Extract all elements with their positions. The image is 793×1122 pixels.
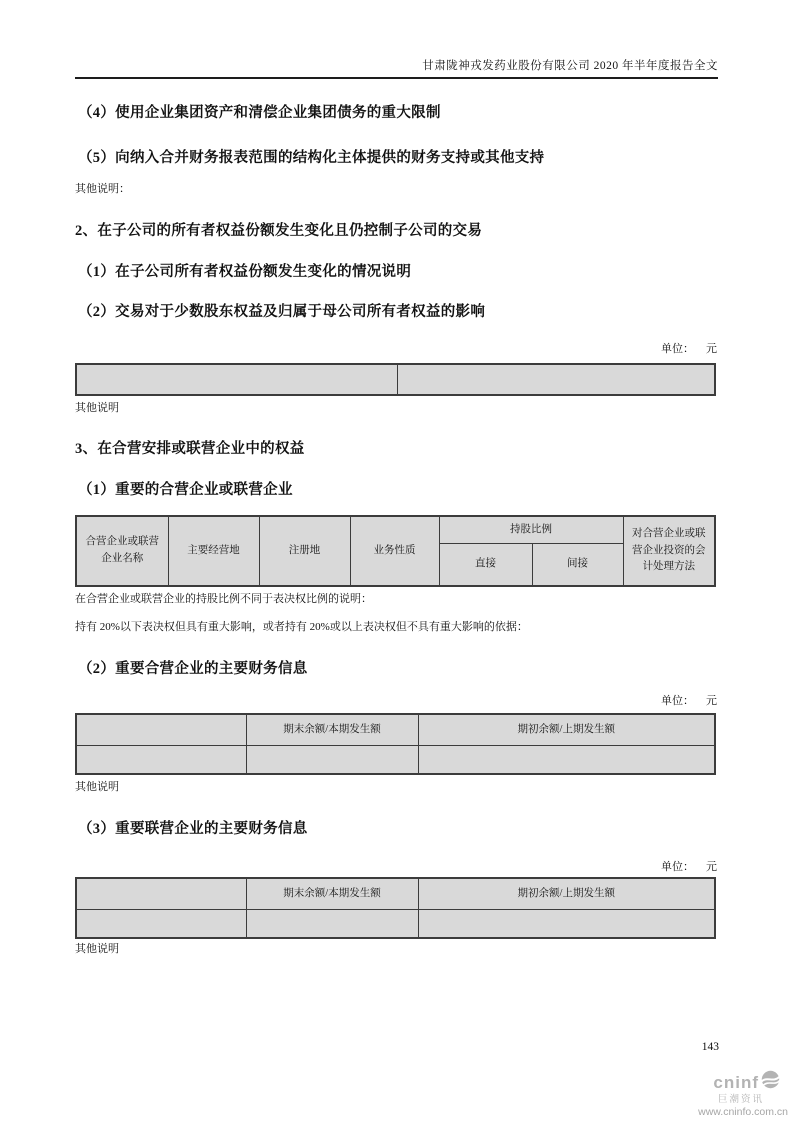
ending-balance-header: 期末余额/本期发生额 — [246, 878, 418, 910]
heading-equity-change-description: （1）在子公司所有者权益份额发生变化的情况说明 — [78, 264, 412, 280]
unit-caption: 单位： — [661, 343, 694, 355]
voting-ratio-note: 在合营企业或联营企业的持股比例不同于表决权比例的说明： — [75, 593, 372, 605]
empty-cell — [76, 910, 246, 939]
empty-cell — [76, 746, 246, 775]
heading-associate-financials: （3）重要联营企业的主要财务信息 — [78, 821, 308, 837]
table-row — [76, 910, 715, 939]
jv-col-accounting: 对合营企业或联营企业投资的会计处理方法 — [623, 516, 715, 586]
unit-value: 元 — [706, 695, 717, 707]
unit-value: 元 — [706, 861, 717, 873]
jv-financial-table — [75, 713, 716, 775]
table-row — [76, 714, 715, 746]
heading-important-jv: （1）重要的合营企业或联营企业 — [78, 482, 293, 498]
unit-value: 元 — [706, 343, 717, 355]
cninfo-chinese-name: 巨潮资讯 — [717, 1095, 764, 1105]
unit-caption: 单位： — [661, 861, 694, 873]
empty-cell — [418, 910, 715, 939]
empty-cell — [246, 910, 418, 939]
header-rule — [75, 77, 718, 79]
jv-structure-table — [75, 515, 716, 587]
empty-cell — [397, 364, 715, 395]
associate-financial-table — [75, 877, 716, 939]
heading-jv-financials: （2）重要合营企业的主要财务信息 — [78, 661, 308, 677]
heading-minority-impact: （2）交易对于少数股东权益及归属于母公司所有者权益的影响 — [78, 304, 486, 320]
unit-label-3 — [661, 858, 717, 874]
heading-3-joint-ventures: 3、在合营安排或联营企业中的权益 — [75, 441, 305, 457]
beginning-balance-header: 期初余额/上期发生额 — [418, 878, 715, 910]
beginning-balance-header: 期初余额/上期发生额 — [418, 714, 715, 746]
unit-label-2 — [661, 692, 717, 708]
empty-cell — [246, 746, 418, 775]
heading-4-restrictions: （4）使用企业集团资产和清偿企业集团债务的重大限制 — [78, 105, 441, 121]
cninfo-sphere-icon — [761, 1070, 780, 1094]
empty-cell — [76, 364, 397, 395]
other-note-colon: 其他说明： — [75, 183, 130, 195]
equity-impact-table — [75, 363, 716, 396]
heading-2-equity-change-transactions: 2、在子公司的所有者权益份额发生变化且仍控制子公司的交易 — [75, 223, 483, 239]
empty-cell — [76, 714, 246, 746]
unit-label-1 — [661, 340, 717, 356]
cninfo-logo-wordmark — [713, 1070, 780, 1094]
table-row — [76, 746, 715, 775]
jv-col-shareholding: 持股比例 — [439, 516, 623, 544]
cninfo-url: www.cninfo.com.cn — [698, 1106, 788, 1119]
empty-cell — [76, 878, 246, 910]
cninfo-logo — [698, 1070, 788, 1120]
page-number: 143 — [701, 1041, 719, 1053]
table-row — [76, 364, 715, 395]
jv-col-business: 业务性质 — [350, 516, 439, 586]
cninfo-logo-text: cninf — [713, 1072, 759, 1092]
jv-col-indirect: 间接 — [532, 544, 623, 587]
page-header-title: 甘肃陇神戎发药业股份有限公司 2020 年半年度报告全文 — [422, 60, 718, 72]
table-row — [76, 516, 715, 544]
jv-col-main-place: 主要经营地 — [168, 516, 259, 586]
table-row — [76, 878, 715, 910]
empty-cell — [418, 746, 715, 775]
other-note-1: 其他说明 — [75, 402, 119, 414]
ending-balance-header: 期末余额/本期发生额 — [246, 714, 418, 746]
heading-5-structured-entity-support: （5）向纳入合并财务报表范围的结构化主体提供的财务支持或其他支持 — [78, 150, 545, 166]
unit-caption: 单位： — [661, 695, 694, 707]
jv-col-direct: 直接 — [439, 544, 532, 587]
voting-basis-note: 持有 20%以下表决权但具有重大影响，或者持有 20%或以上表决权但不具有重大影响的依据： — [75, 621, 528, 633]
jv-col-reg-place: 注册地 — [259, 516, 350, 586]
jv-col-name: 合营企业或联营企业名称 — [76, 516, 168, 586]
other-note-3: 其他说明 — [75, 943, 119, 955]
other-note-2: 其他说明 — [75, 781, 119, 793]
